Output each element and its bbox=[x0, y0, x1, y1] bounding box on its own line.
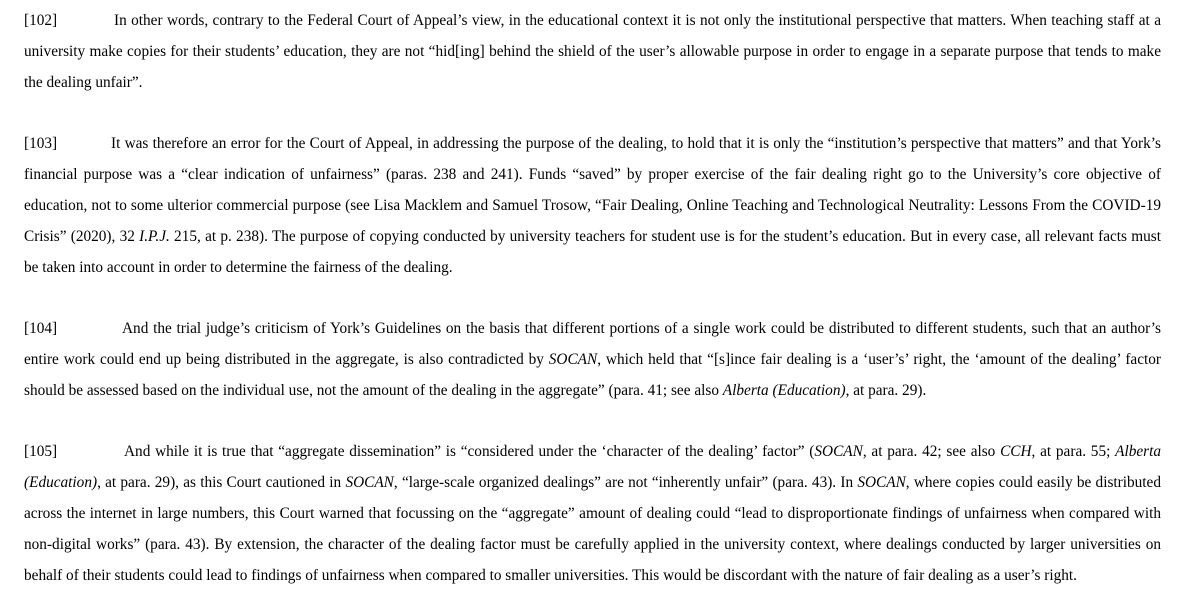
case-name-italic: SOCAN bbox=[857, 474, 906, 491]
paragraph-text: And the trial judge’s criticism of York’s Guidelines on the basis that different portions of a single work could be distributed to different students, such that an author’s entire work could end up being distributed in the aggregate, is also contradicted by bbox=[24, 320, 1161, 368]
paragraph-text: In other words, contrary to the Federal Court of Appeal’s view, in the educational context it is not only the institutional perspective that matters. When teaching staff at a university make copies for their students’ education, they are not “hid[ing] behind the shield of the user’s allowable purpose in order to engage in a separate purpose that tends to make the dealing unfair”. bbox=[24, 12, 1161, 91]
paragraph-105 bbox=[24, 436, 1161, 591]
case-name-italic: SOCAN bbox=[814, 443, 863, 460]
paragraph-text: And while it is true that “aggregate dissemination” is “considered under the ‘character of the dealing’ factor” ( bbox=[124, 443, 815, 460]
case-name-italic: SOCAN bbox=[345, 474, 394, 491]
citation-italic: I.P.J. bbox=[139, 228, 170, 245]
case-name-italic: Alberta (Education) bbox=[24, 443, 1161, 491]
paragraph-text: , which held that “[s]ince fair dealing is a ‘user’s’ right, the ‘amount of the dealing’ factor should be assessed based on the individual use, not the amount of the dealing in the aggregate” (para. 41; see also bbox=[24, 351, 1161, 399]
case-name-italic: SOCAN bbox=[548, 351, 598, 368]
paragraph-text: , at para. 55; bbox=[1031, 443, 1116, 460]
paragraph-text: It was therefore an error for the Court of Appeal, in addressing the purpose of the dealing, to hold that it is only the “institution’s perspective that matters” and that York’s financial purpose was a “clear indication of unfairness” (paras. 238 and 241). Funds “saved” by proper exercise of the fair dealing right go to the University’s core objective of education, not to some ulterior commercial purpose (see Lisa Macklem and Samuel Trosow, “Fair Dealing, Online Teaching and Technological Neutrality: Lessons From the COVID-19 Crisis” (2020), 32 bbox=[24, 135, 1161, 245]
paragraph-text: , at para. 42; see also bbox=[862, 443, 1001, 460]
paragraph-103 bbox=[24, 128, 1161, 283]
paragraph-number: [104] bbox=[24, 320, 58, 337]
paragraph-text: 215, at p. 238). The purpose of copying conducted by university teachers for student use is for the student’s education. But in every case, all relevant facts must be taken into account in order to determine the fairness of the dealing. bbox=[24, 228, 1161, 276]
paragraph-text: , “large-scale organized dealings” are not “inherently unfair” (para. 43). In bbox=[393, 474, 858, 491]
case-name-italic: CCH bbox=[1000, 443, 1032, 460]
case-name-italic: Alberta (Education) bbox=[722, 382, 846, 399]
paragraph-104 bbox=[24, 313, 1161, 406]
paragraph-number: [102] bbox=[24, 12, 58, 29]
paragraph-text: , where copies could easily be distributed across the internet in large numbers, this Court warned that focussing on the “aggregate” amount of dealing could “lead to disproportionate findings of unfairness when compared with non-digital works” (para. 43). By extension, the character of the dealing factor must be carefully applied in the university context, where dealings conducted by larger universities on behalf of their students could lead to findings of unfairness when compared to smaller universities. This would be discordant with the nature of fair dealing as a user’s right. bbox=[24, 474, 1161, 584]
paragraph-text: , at para. 29), as this Court cautioned in bbox=[97, 474, 346, 491]
paragraph-text: , at para. 29). bbox=[845, 382, 927, 399]
paragraph-102 bbox=[24, 5, 1161, 98]
paragraph-number: [105] bbox=[24, 443, 58, 460]
paragraph-number: [103] bbox=[24, 135, 58, 152]
